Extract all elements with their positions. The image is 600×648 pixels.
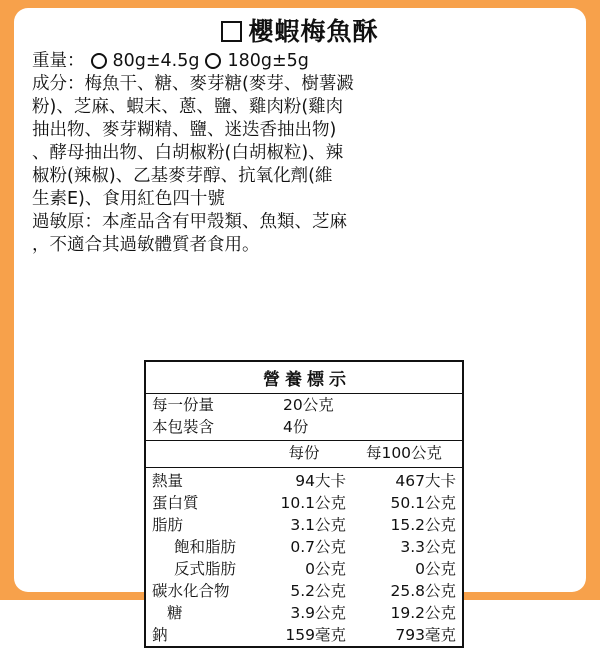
- weight-option-1: 80g±4.5g: [112, 50, 200, 71]
- ingredients-line: 椒粉(辣椒)、乙基麥芽醇、抗氧化劑(維: [32, 165, 333, 186]
- nutrient-label: 鈉: [152, 625, 168, 644]
- nutrition-column-headers: [146, 443, 462, 465]
- allergen-text: [32, 211, 570, 257]
- nutrient-label: 飽和脂肪: [174, 537, 237, 556]
- header-spacer: [152, 443, 256, 465]
- nutrient-per-100g: 793毫克: [395, 625, 456, 644]
- serving-size-row: [146, 394, 462, 416]
- nutrient-label: 脂肪: [152, 515, 184, 534]
- nutrient-per-serving: 3.1公克: [290, 515, 346, 534]
- nutrient-label: 反式脂肪: [174, 559, 237, 578]
- table-row: [146, 536, 462, 558]
- nutrient-per-serving: 159毫克: [285, 625, 346, 644]
- column-header-per-serving: 每份: [288, 444, 320, 462]
- serving-size-label: 每一份量: [152, 396, 215, 414]
- nutrition-title: 營養標示: [146, 362, 462, 394]
- nutrient-per-serving: 94大卡: [295, 471, 346, 490]
- nutrient-per-serving: 3.9公克: [290, 603, 346, 622]
- weight-row: [32, 50, 570, 73]
- label-panel: [14, 8, 586, 644]
- weight-option-2: 180g±5g: [227, 50, 309, 71]
- allergen-line: 過敏原：本產品含有甲殼類、魚類、芝麻: [32, 212, 347, 233]
- ingredients-section: [14, 50, 586, 258]
- nutrient-label: 碳水化合物: [152, 581, 230, 600]
- nutrient-per-100g: 19.2公克: [390, 603, 456, 622]
- table-row: [146, 624, 462, 646]
- nutrient-per-100g: 50.1公克: [390, 493, 456, 512]
- radio-icon-large: [205, 53, 221, 69]
- serving-size-value: 20公克: [283, 396, 334, 414]
- table-row: [146, 514, 462, 536]
- table-row: [146, 558, 462, 580]
- column-header-per-100g: 每100公克: [365, 444, 443, 462]
- radio-icon-small: [91, 53, 107, 69]
- table-row: [146, 602, 462, 624]
- nutrient-per-serving: 0.7公克: [290, 537, 346, 556]
- product-title-row: [14, 18, 586, 46]
- ingredients-line: 、酵母抽出物、白胡椒粉(白胡椒粒)、辣: [32, 142, 344, 163]
- table-row: [146, 580, 462, 602]
- page-title: 櫻蝦梅魚酥: [248, 17, 379, 46]
- allergen-line: ，不適合其過敏體質者食用。: [32, 235, 260, 256]
- ingredients-line: 粉)、芝麻、蝦末、蔥、鹽、雞肉粉(雞肉: [32, 96, 344, 117]
- nutrient-per-100g: 3.3公克: [400, 537, 456, 556]
- table-row: [146, 470, 462, 492]
- servings-per-pack-label: 本包裝含: [152, 418, 215, 436]
- nutrient-per-100g: 25.8公克: [390, 581, 456, 600]
- weight-label: 重量：: [32, 50, 85, 71]
- nutrient-per-100g: 15.2公克: [390, 515, 456, 534]
- nutrient-per-100g: 0公克: [415, 559, 456, 578]
- nutrient-per-serving: 0公克: [305, 559, 346, 578]
- nutrient-per-serving: 5.2公克: [290, 581, 346, 600]
- nutrient-per-100g: 467大卡: [395, 471, 456, 490]
- divider: [146, 467, 462, 468]
- nutrient-per-serving: 10.1公克: [280, 493, 346, 512]
- servings-per-pack-value: 4份: [283, 418, 309, 436]
- nutrition-facts-table: [144, 360, 464, 648]
- nutrient-label: 糖: [167, 603, 183, 622]
- table-row: [146, 492, 462, 514]
- checkbox-icon: [221, 21, 242, 42]
- servings-per-pack-row: [146, 416, 462, 438]
- nutrient-label: 蛋白質: [152, 493, 199, 512]
- ingredients-line: 成分：梅魚干、糖、麥芽糖(麥芽、樹薯澱: [32, 73, 354, 94]
- divider: [146, 440, 462, 441]
- nutrient-label: 熱量: [152, 471, 184, 490]
- ingredients-line: 抽出物、麥芽糊精、鹽、迷迭香抽出物): [32, 119, 337, 140]
- product-info-block: [14, 8, 586, 257]
- ingredients-line: 生素E)、食用紅色四十號: [32, 189, 225, 210]
- ingredients-text: [32, 73, 570, 212]
